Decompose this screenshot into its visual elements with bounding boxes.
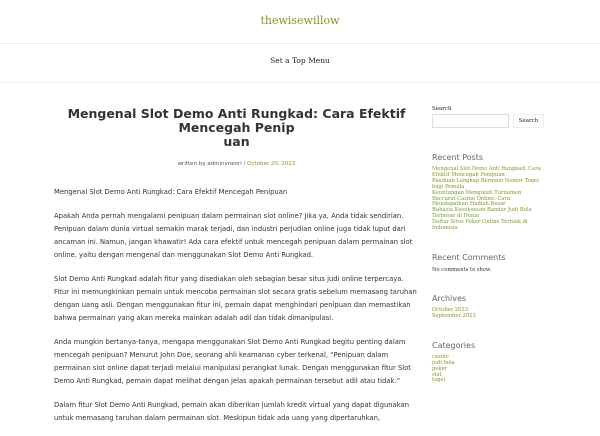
post-meta — [54, 161, 419, 167]
category-link[interactable]: judi bola — [432, 359, 455, 366]
post-paragraph: Anda mungkin bertanya-tanya, mengapa menggunakan Slot Demo Anti Rungkad begitu penting dalam mencegah penipuan? Menurut John Doe, seorang ahli keamanan cyber terkenal, “Penipuan dalam permainan slot online dapat terjadi melalui manipulasi perangkat lunak. Dengan menggunakan fitur Slot Demo Anti Rungkad, pemain dapat melihat dengan jelas apakah permainan tersebut adil atau tidak.” — [54, 338, 411, 385]
category-link[interactable]: slot — [432, 371, 442, 378]
recent-post-link[interactable]: Keuntungan Mengikuti Turnamen Baccarat Casino Online: Cara Mendapatkan Hadiah Besar — [432, 189, 522, 208]
site-title[interactable]: thewisewillow — [260, 14, 340, 27]
meta-separator: / — [241, 161, 248, 167]
recent-post-link[interactable]: Mengenal Slot Demo Anti Rungkad: Cara Efektif Mencegah Penipuan — [432, 166, 541, 178]
recent-post-link[interactable]: Panduan Lengkap Bermain Nomor Togel bagi Pemula — [432, 177, 539, 190]
post-title-line-1: Mengenal Slot Demo Anti Rungkad: Cara Efektif Mencegah Penip — [67, 106, 406, 135]
post-paragraph: Mengenal Slot Demo Anti Rungkad: Cara Efektif Mencegah Penipuan — [54, 188, 288, 196]
sidebar — [432, 106, 544, 384]
search-form — [432, 114, 544, 128]
post-title — [54, 107, 419, 149]
post-paragraph: Apakah Anda pernah mengalami penipuan dalam permainan slot online? Jika ya, Anda tidak sendirian. Penipuan dalam dunia virtual semakin marak terjadi, dan industri perjudian online juga tidak luput dari ancaman ini. Namun, jangan khawatir! Ada cara efektif untuk mencegah penipuan dalam permainan slot online, yaitu dengan mengenal dan menggunakan Slot Demo Anti Rungkad. — [54, 212, 413, 259]
search-label: Search — [432, 106, 452, 112]
recent-comments-text: No comments to show. — [432, 266, 492, 273]
post-body — [54, 186, 419, 425]
post-author: written by adminvneori — [177, 161, 242, 167]
categories-title: Categories — [432, 340, 476, 350]
post-paragraph: Dalam fitur Slot Demo Anti Rungkad, pemain akan diberikan jumlah kredit virtual yang dapat digunakan untuk memasang taruhan dalam permainan slot. Meskipun tidak ada uang yang dipertaruhkan, — [54, 401, 410, 422]
main-content — [54, 98, 419, 436]
search-input[interactable] — [432, 114, 509, 128]
search-button[interactable]: Search — [513, 114, 544, 128]
recent-posts-title: Recent Posts — [432, 153, 484, 162]
recent-posts-list — [432, 167, 544, 232]
post-paragraph: Slot Demo Anti Rungkad adalah fitur yang disediakan oleh sebagian besar situs judi online terpercaya. Fitur ini memungkinkan pemain untuk mencoba permainan slot secara gratis sebelum memasang taruhan dengan uang asli. Dengan menggunakan fitur ini, pemain dapat menghindari penipuan dan memastikan bahwa permainan yang akan mereka mainkan adalah adil dan tidak dimanipulasi. — [54, 275, 417, 322]
archive-link[interactable]: October 2023 — [432, 306, 469, 313]
category-link[interactable]: togel — [432, 377, 446, 384]
post-title-line-2: uan — [223, 134, 250, 149]
archives-list — [432, 308, 544, 320]
categories-list — [432, 355, 544, 385]
archives-title: Archives — [432, 293, 467, 303]
archive-link[interactable]: September 2023 — [432, 312, 476, 319]
nav-item-set-top-menu[interactable]: Set a Top Menu — [270, 56, 330, 65]
category-link[interactable]: poker — [432, 365, 448, 372]
post-date[interactable]: October 20, 2023 — [247, 161, 296, 167]
recent-post-link[interactable]: Rahasia Kesuksesan Bandar Judi Bola Terbesar di Dunia — [432, 207, 532, 220]
top-menu — [0, 43, 600, 83]
recent-post-link[interactable]: Daftar Situs Poker Online Terbaik di Indonesia — [432, 219, 528, 232]
category-link[interactable]: casino — [432, 353, 449, 360]
recent-comments-title: Recent Comments — [432, 252, 506, 262]
